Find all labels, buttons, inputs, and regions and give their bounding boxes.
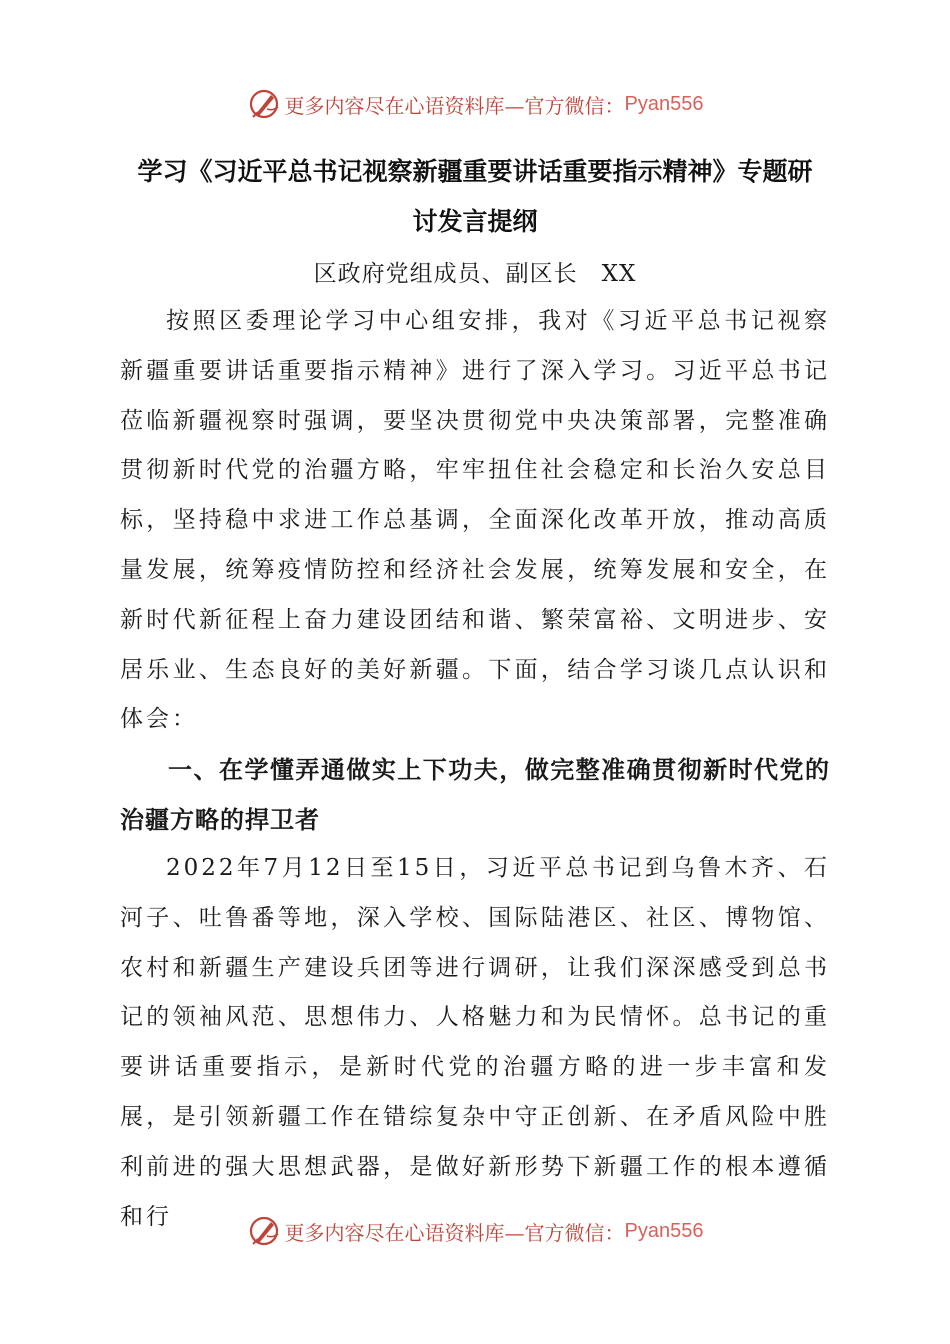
document-author: 区政府党组成员、副区长 XX xyxy=(313,261,637,287)
document-title-line2: 讨发言提纲 xyxy=(412,207,538,236)
banner-wechat-id: Pyan556 xyxy=(624,92,704,115)
banner-wechat-id: Pyan556 xyxy=(624,1219,704,1242)
banner-text: 更多内容尽在心语资料库—官方微信： xyxy=(284,1220,625,1245)
pen-logo-icon xyxy=(247,87,281,121)
section-heading-1: 一、在学懂弄通做实上下功夫，做完整准确贯彻新时代党的治疆方略的捍卫者 xyxy=(120,756,830,834)
body-paragraph-1: 按照区委理论学习中心组安排，我对《习近平总书记视察新疆重要讲话重要指示精神》进行了深入学习。习近平总书记莅临新疆视察时强调，要坚决贯彻党中央决策部署，完整准确贯彻新时代党的治疆方略，牢牢扭住社会稳定和长治久安总目标，坚持稳中求进工作总基调，全面深化改革开放，推动高质量发展，统筹疫情防控和经济社会发展，统筹发展和安全，在新时代新征程上奋力建设团结和谐、繁荣富裕、文明进步、安居乐业、生态良好的美好新疆。下面，结合学习谈几点认识和体会： xyxy=(120,308,830,733)
footer-banner xyxy=(0,1211,950,1251)
body-paragraph-2: 2022年7月12日至15日，习近平总书记到乌鲁木齐、石河子、吐鲁番等地，深入学校、国际陆港区、社区、博物馆、农村和新疆生产建设兵团等进行调研，让我们深深感受到总书记的领袖风范、思想伟力、人格魅力和为民情怀。总书记的重要讲话重要指示，是新时代党的治疆方略的进一步丰富和发展，是引领新疆工作在错综复杂中守正创新、在矛盾风险中胜利前进的强大思想武器，是做好新形势下新疆工作的根本遵循和行 xyxy=(120,855,830,1230)
pen-logo-icon xyxy=(247,1214,281,1248)
header-banner xyxy=(0,84,950,124)
document-title-line1: 学习《习近平总书记视察新疆重要讲话重要指示精神》专题研 xyxy=(137,157,813,186)
banner-text: 更多内容尽在心语资料库—官方微信： xyxy=(284,93,625,118)
